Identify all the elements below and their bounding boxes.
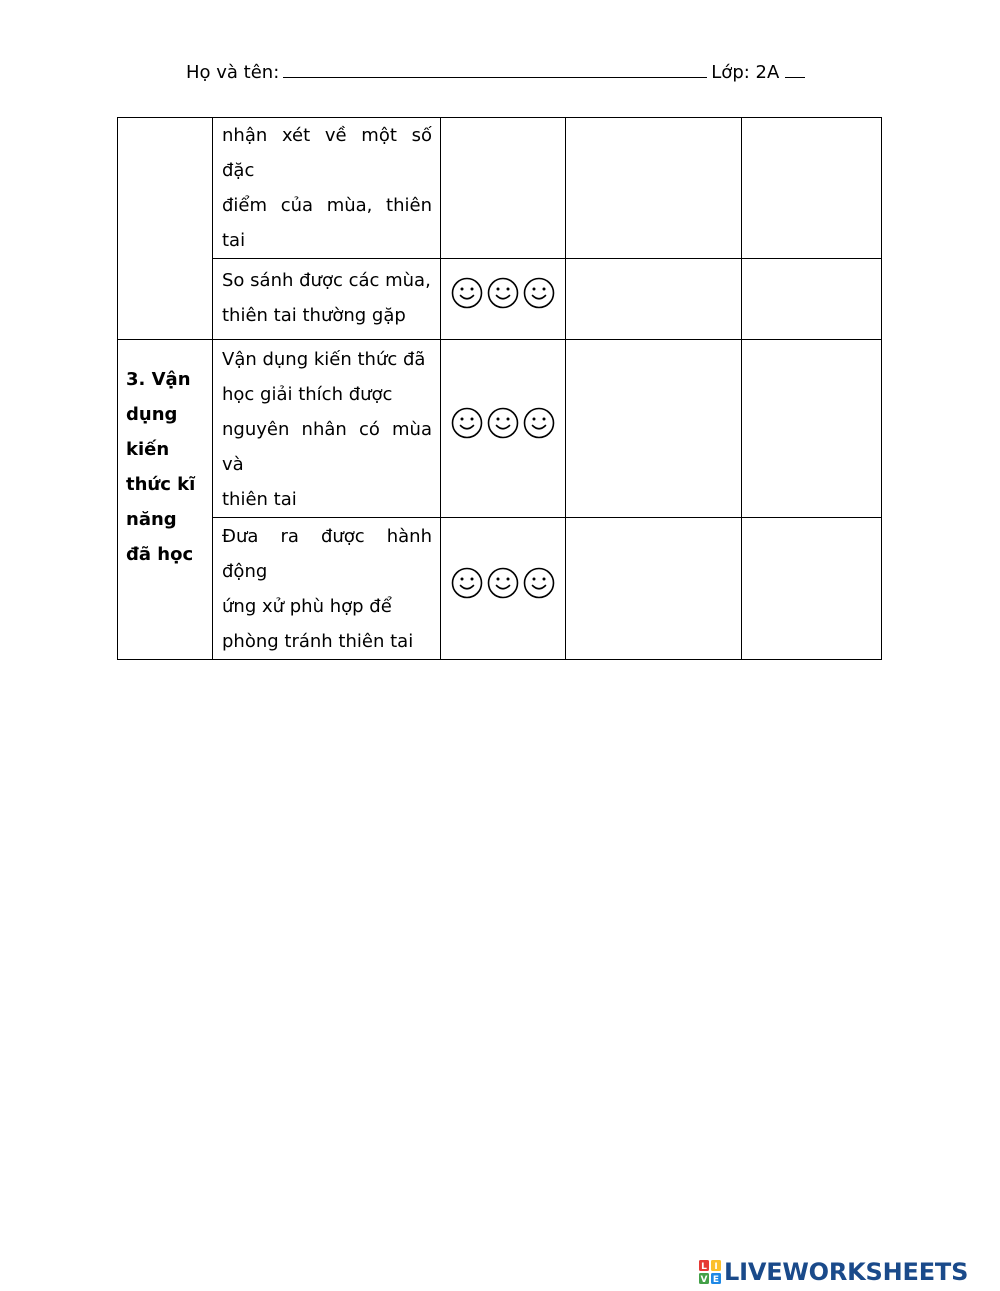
criteria-cell — [213, 118, 441, 259]
smiley-face-icon[interactable] — [486, 566, 520, 600]
smiley-rating-group[interactable] — [450, 406, 556, 440]
class-blank-line — [785, 58, 805, 78]
logo-text: LIVEWORKSHEETS — [724, 1258, 969, 1286]
table-row — [118, 340, 882, 518]
category-line: thức kĩ — [126, 474, 196, 495]
table-row — [118, 118, 882, 259]
criteria-line: ứng xử phù hợp để — [222, 596, 392, 617]
criteria-line: nhận xét về một số đặc — [222, 125, 432, 181]
smiley-face-icon[interactable] — [522, 276, 556, 310]
note-cell[interactable] — [742, 118, 882, 259]
svg-text:V: V — [700, 1275, 708, 1285]
rating-cell — [441, 118, 566, 259]
note-cell[interactable] — [742, 340, 882, 518]
criteria-cell — [213, 340, 441, 518]
assessment-table — [117, 117, 882, 660]
criteria-line: thiên tai — [222, 489, 297, 510]
criteria-line: Đưa ra được hành động — [222, 526, 432, 582]
rating-cell — [441, 518, 566, 660]
criteria-line: học giải thích được — [222, 384, 393, 405]
criteria-cell — [213, 518, 441, 660]
criteria-line: phòng tránh thiên tai — [222, 631, 414, 652]
smiley-rating-group[interactable] — [450, 566, 556, 600]
answer-cell[interactable] — [566, 518, 742, 660]
smiley-face-icon[interactable] — [450, 276, 484, 310]
table-row — [118, 518, 882, 660]
smiley-face-icon[interactable] — [450, 566, 484, 600]
note-cell[interactable] — [742, 518, 882, 660]
worksheet-header — [186, 58, 826, 86]
smiley-face-icon[interactable] — [486, 276, 520, 310]
rating-cell — [441, 259, 566, 340]
smiley-rating-group[interactable] — [450, 276, 556, 310]
criteria-line: Vận dụng kiến thức đã — [222, 349, 426, 370]
answer-cell[interactable] — [566, 118, 742, 259]
category-line: dụng — [126, 404, 178, 425]
category-cell — [118, 340, 213, 660]
category-line: năng — [126, 509, 177, 530]
category-line: đã học — [126, 544, 194, 565]
answer-cell[interactable] — [566, 340, 742, 518]
answer-cell[interactable] — [566, 259, 742, 340]
category-cell-empty — [118, 118, 213, 340]
smiley-face-icon[interactable] — [522, 406, 556, 440]
note-cell[interactable] — [742, 259, 882, 340]
rating-cell — [441, 340, 566, 518]
liveworksheets-logo — [698, 1257, 968, 1287]
criteria-line: điểm của mùa, thiên tai — [222, 195, 432, 251]
smiley-face-icon[interactable] — [522, 566, 556, 600]
smiley-face-icon[interactable] — [486, 406, 520, 440]
svg-text:L: L — [701, 1262, 707, 1272]
table-row — [118, 259, 882, 340]
criteria-cell — [213, 259, 441, 340]
smiley-face-icon[interactable] — [450, 406, 484, 440]
svg-text:I: I — [714, 1262, 718, 1272]
name-label: Họ và tên: — [186, 62, 280, 83]
class-label: Lớp: 2A — [711, 62, 780, 83]
category-line: 3. Vận — [126, 369, 191, 390]
svg-text:E: E — [712, 1275, 720, 1285]
criteria-line: thiên tai thường gặp — [222, 305, 406, 326]
liveworksheets-logo-icon — [698, 1259, 722, 1285]
name-blank-line — [283, 58, 707, 78]
category-line: kiến — [126, 439, 170, 460]
criteria-line: So sánh được các mùa, — [222, 270, 431, 291]
criteria-line: nguyên nhân có mùa và — [222, 419, 432, 475]
